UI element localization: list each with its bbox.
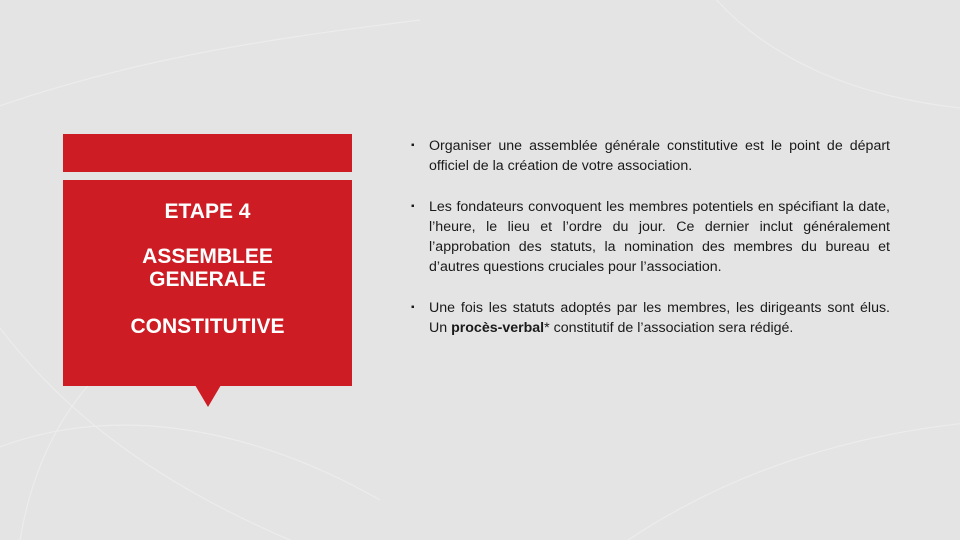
square-bullet-icon: ▪ bbox=[411, 301, 415, 313]
bullet-text: Organiser une assemblée générale constitutive est le point de départ officiel de la création de votre association. bbox=[429, 138, 890, 175]
bullet-text-start: Une fois les statuts adoptés par les membres, les dirigeants sont élus. Un bbox=[429, 299, 890, 337]
step-title-box bbox=[63, 180, 352, 386]
step-number: ETAPE 4 bbox=[164, 200, 251, 223]
list-item bbox=[410, 298, 890, 339]
bullet-text: Les fondateurs convoquent les membres potentiels en spécifiant la date, l’heure, le lieu et l’ordre du jour. Ce dernier inclut généralement l’approbation des statuts, la nomination des membres du bureau et d’autres questions cruciales pour l’association. bbox=[429, 198, 890, 276]
square-bullet-icon: ▪ bbox=[411, 200, 415, 212]
step-title-line-2: GENERALE bbox=[149, 268, 266, 291]
bullet-text-end: * constitutif de l’association sera rédigé. bbox=[544, 320, 794, 337]
square-bullet-icon: ▪ bbox=[411, 140, 415, 151]
header-accent-bar bbox=[63, 134, 352, 172]
list-item bbox=[410, 136, 890, 177]
bullet-list bbox=[410, 136, 890, 358]
list-item bbox=[410, 197, 890, 278]
box-pointer-arrow bbox=[195, 385, 221, 407]
step-title-line-3: CONSTITUTIVE bbox=[130, 315, 285, 338]
step-title-line-1: ASSEMBLEE bbox=[142, 245, 273, 268]
proces-verbal-term: procès-verbal bbox=[451, 320, 545, 337]
